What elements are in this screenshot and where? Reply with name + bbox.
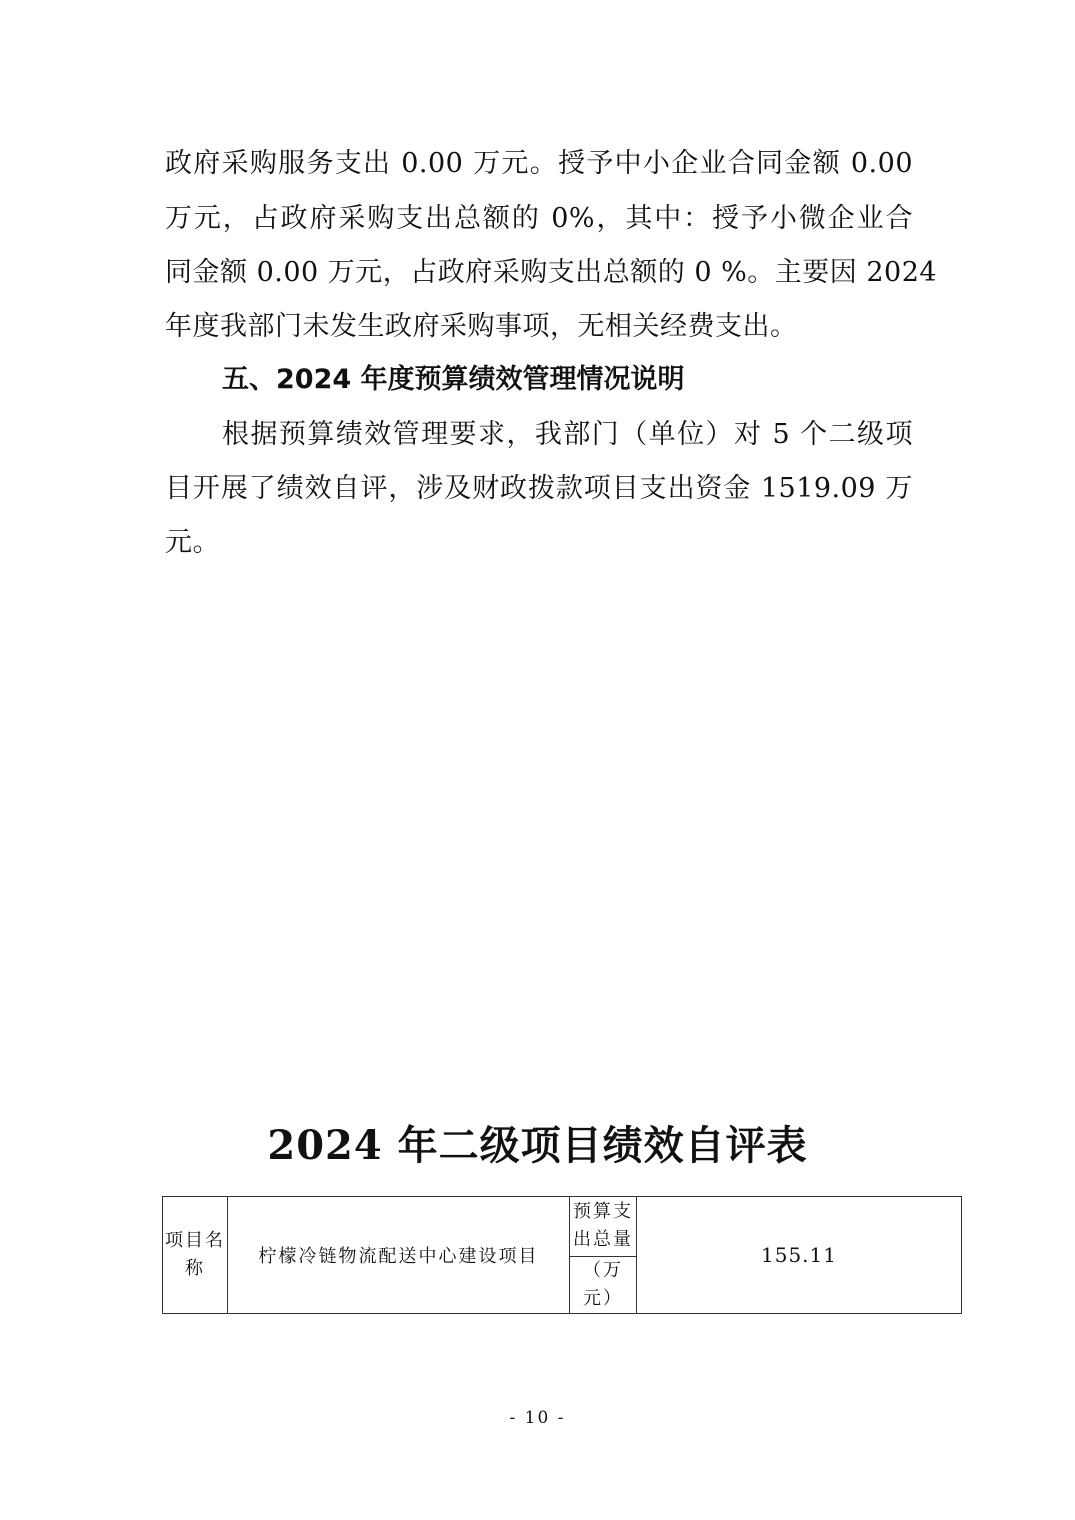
body-line-3: 同金额 0.00 万元，占政府采购支出总额的 0 %。主要因 2024	[165, 257, 938, 288]
budget-label-top: 预算支出总量	[570, 1197, 637, 1257]
paragraph-line-1: 根据预算绩效管理要求，我部门（单位）对 5 个二级项	[222, 419, 913, 450]
paragraph-line-3: 元。	[165, 527, 220, 558]
body-line-2: 万元，占政府采购支出总额的 0%，其中：授予小微企业合	[165, 203, 913, 234]
page-number: - 10 -	[509, 1408, 566, 1428]
table-title: 2024 年二级项目绩效自评表	[267, 1122, 808, 1169]
project-name-label: 项目名称	[163, 1197, 228, 1314]
budget-value: 155.11	[637, 1197, 962, 1314]
project-name-value: 柠檬冷链物流配送中心建设项目	[228, 1197, 570, 1314]
body-line-1: 政府采购服务支出 0.00 万元。授予中小企业合同金额 0.00	[165, 148, 913, 179]
table-row	[163, 1197, 962, 1257]
budget-label-bottom: （万元）	[570, 1256, 637, 1314]
body-line-4: 年度我部门未发生政府采购事项，无相关经费支出。	[165, 311, 798, 342]
section-heading: 五、2024 年度预算绩效管理情况说明	[222, 364, 685, 395]
evaluation-table	[162, 1196, 962, 1314]
paragraph-line-2: 目开展了绩效自评，涉及财政拨款项目支出资金 1519.09 万	[165, 473, 913, 504]
